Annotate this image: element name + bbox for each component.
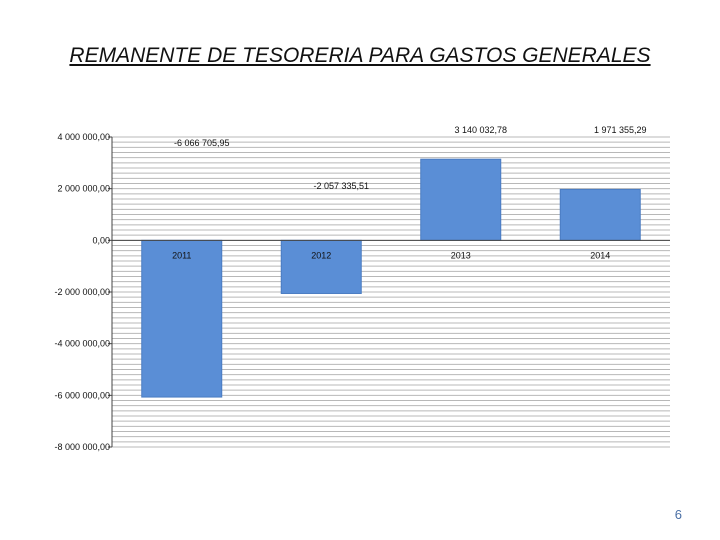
data-label: -6 066 705,95 <box>173 138 230 148</box>
y-tick-label: 4 000 000,00 <box>57 132 110 142</box>
x-tick-label: 2014 <box>590 250 611 261</box>
x-tick-label: 2012 <box>311 250 332 261</box>
y-tick-label: -4 000 000,00 <box>54 338 110 349</box>
data-label: -2 057 335,51 <box>313 181 370 191</box>
bar <box>421 159 501 240</box>
y-tick-label: 2 000 000,00 <box>57 183 110 194</box>
bar <box>560 189 640 240</box>
bar <box>142 240 222 397</box>
y-tick-label: -6 000 000,00 <box>54 390 110 401</box>
y-tick-label: -8 000 000,00 <box>54 442 110 452</box>
data-label: 1 971 355,29 <box>593 125 647 135</box>
chart-title: REMANENTE DE TESORERIA PARA GASTOS GENERALES <box>69 44 651 67</box>
data-label: 3 140 032,78 <box>454 125 508 135</box>
x-tick-label: 2011 <box>172 250 192 261</box>
x-tick-label: 2013 <box>450 250 471 261</box>
y-tick-label: -2 000 000,00 <box>54 287 110 297</box>
page-number: 6 <box>674 507 682 522</box>
y-tick-label: 0,00 <box>92 235 110 246</box>
bar <box>281 240 361 293</box>
